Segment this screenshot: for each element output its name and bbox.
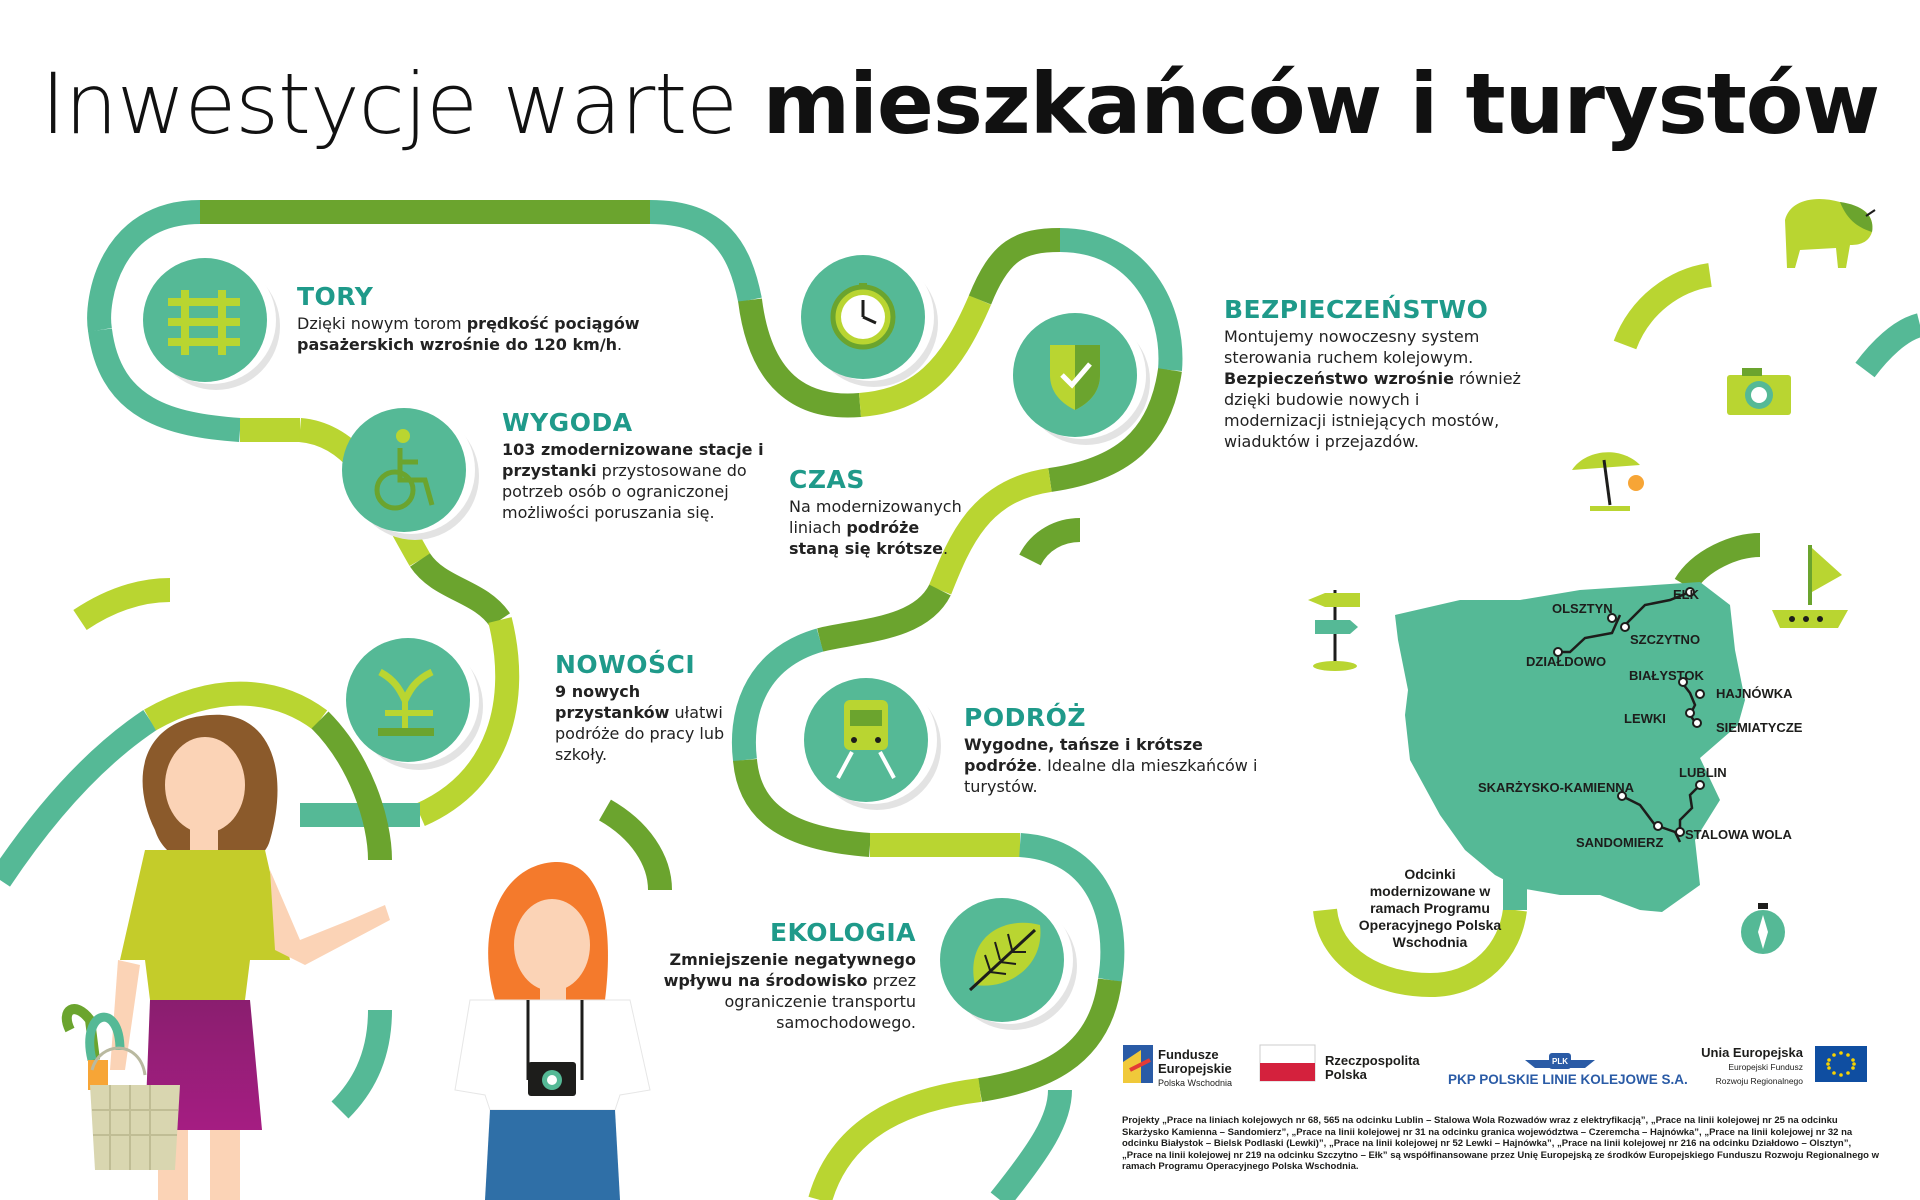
map-city-label: LUBLIN	[1679, 765, 1727, 780]
section-text: Na modernizowanych liniach podróże staną się krótsze.	[789, 497, 962, 558]
page-title	[0, 55, 1920, 153]
plk-badge-text: PLK	[1552, 1057, 1568, 1066]
map-city-label: EŁK	[1673, 587, 1699, 602]
map-city-label: DZIAŁDOWO	[1526, 654, 1607, 669]
section-heading: BEZPIECZEŃSTWO	[1224, 295, 1489, 324]
footnote: Projekty „Prace na liniach kolejowych nr 68, 565 na odcinku Lublin – Stalowa Wola Rozwadów wraz z elektryfikacją”, „Prace na linii kolejowej nr 25 na odcinku Skarżysko Kamienna – Sandomierz”, „Prace na linii kolejowej nr 31 na odcinku granica województwa – Czeremcha – Hajnówka”, „Prace na linii kolejowej nr 32 na odcinku Białystok – Bielsk Podlaski (Lewki)”, „Prace na linii kolejowej nr 52 Lewki – Hajnówka”, „Prace na linii kolejowej nr 216 na odcinku Działdowo – Olsztyn”, „Prace na linii kolejowej nr 219 na odcinku Szczytno – Ełk” są współfinansowane przez Unię Europejską ze środków Europejskiego Funduszu Rozwoju Regionalnego w ramach Programu Operacyjnego Polska Wschodnia.	[1122, 1115, 1879, 1172]
section-czas	[789, 465, 969, 559]
plk-text: PKP POLSKIE LINIE KOLEJOWE S.A.	[1448, 1072, 1688, 1087]
section-text: Dzięki nowym torom prędkość pociągów pasażerskich wzrośnie do 120 km/h.	[297, 314, 640, 354]
rzeczpospolita-text: Rzeczpospolita Polska	[1325, 1053, 1420, 1082]
section-heading: CZAS	[789, 465, 865, 494]
map-city-label: SANDOMIERZ	[1576, 835, 1664, 850]
section-ekologia	[660, 918, 916, 1033]
signpost-icon	[1308, 590, 1360, 671]
map-city-label: LEWKI	[1624, 711, 1666, 726]
title-regular: Inwestycje warte	[40, 55, 737, 153]
polish-flag	[1260, 1045, 1315, 1081]
title-bold: mieszkańców i turystów	[762, 55, 1880, 153]
rail-track-icon	[168, 290, 240, 355]
sailboat-icon	[1772, 545, 1848, 628]
section-text: 9 nowych przystanków ułatwi podróże do pracy lub szkoły.	[555, 682, 725, 764]
beach-umbrella-icon	[1572, 452, 1644, 511]
section-text: Wygodne, tańsze i krótsze podróże. Idealne dla mieszkańców i turystów.	[964, 735, 1258, 796]
section-heading: EKOLOGIA	[769, 918, 916, 947]
section-heading: NOWOŚCI	[555, 650, 696, 679]
map-city-label: SKARŻYSKO-KAMIENNA	[1478, 780, 1634, 795]
map-city-label: OLSZTYN	[1552, 601, 1613, 616]
camera-icon	[1727, 368, 1791, 415]
section-text: 103 zmodernizowane stacje i przystanki przystosowane do potrzeb osób o ograniczonej możliwości poruszania się.	[502, 440, 764, 522]
clock-icon	[833, 283, 893, 347]
section-text: Montujemy nowoczesny system sterowania ruchem kolejowym. Bezpieczeństwo wzrośnie również dzięki budowie nowych i modernizacji istniejących mostów, wiaduktów i przejazdów.	[1224, 327, 1521, 451]
eu-flag	[1815, 1046, 1867, 1082]
section-heading: PODRÓŻ	[964, 703, 1086, 732]
section-heading: TORY	[297, 282, 374, 311]
map-note: Odcinki modernizowane w ramach Programu Operacyjnego Polska Wschodnia	[1358, 866, 1502, 950]
section-heading: WYGODA	[502, 408, 633, 437]
compass-icon	[1739, 903, 1787, 956]
eu-text: Unia Europejska Europejski Fundusz Rozwoju Regionalnego	[1701, 1045, 1803, 1086]
section-bezpieczenstwo	[1224, 295, 1524, 452]
girl-illustration	[455, 862, 650, 1200]
bison-icon	[1785, 199, 1875, 268]
map-city-label: SIEMIATYCZE	[1716, 720, 1803, 735]
section-wygoda	[502, 408, 772, 523]
section-podroz	[964, 703, 1264, 797]
map-city-label: STALOWA WOLA	[1685, 827, 1792, 842]
fundusze-europejskie-text: Fundusze Europejskie Polska Wschodnia	[1158, 1047, 1233, 1088]
section-tory	[297, 282, 647, 355]
map-city-label: BIAŁYSTOK	[1629, 668, 1704, 683]
section-text: Zmniejszenie negatywnego wpływu na środowisko przez ograniczenie transportu samochodowego.	[663, 950, 916, 1032]
map-city-label: SZCZYTNO	[1630, 632, 1701, 647]
fundusze-europejskie-logo	[1123, 1045, 1153, 1083]
section-nowosci	[555, 650, 725, 765]
map-city-label: HAJNÓWKA	[1716, 686, 1793, 701]
